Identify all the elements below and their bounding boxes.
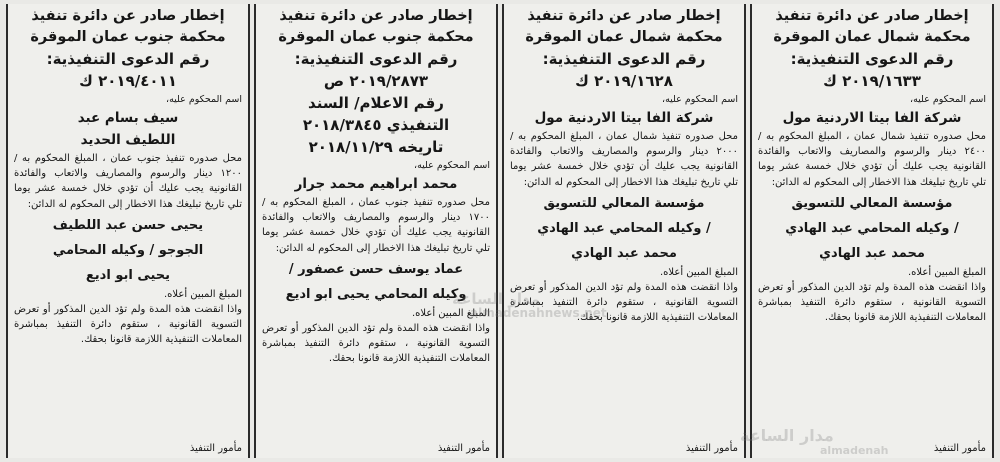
case-number: ٢٠١٩/٤٠١١ ك xyxy=(79,72,177,90)
creditor-line2: / وكيله المحامي عبد الهادي xyxy=(537,220,711,236)
notice-body: محل صدوره تنفيذ جنوب عمان ، المبلغ المحكوم به / ١٢٠٠ دينار والرسوم والمصاريف والاتعاب والفائدة القانونية يجب عليك أن تؤدي خلال خمسة عشر يوما تلي تاريخ تبليغك هذا الاخطار إلى المحكوم له الدائن: xyxy=(14,153,242,210)
creditor-line1: عماد يوسف حسن عصفور / xyxy=(288,261,464,277)
case-number: ٢٠١٩/٢٨٧٣ ص xyxy=(323,72,429,90)
enforcement-officer: مأمور التنفيذ xyxy=(685,443,738,454)
creditor-line1: مؤسسة المعالي للتسويق xyxy=(791,195,953,211)
creditor-line2: وكيله المحامي يحيى ابو اديع xyxy=(285,286,467,302)
notice-header-line2: محكمة جنوب عمان الموقرة xyxy=(278,29,474,45)
amount-note: المبلغ المبين أعلاه. xyxy=(908,266,986,278)
judgment-ref-number: التنفيذي ٢٠١٨/٣٨٤٥ xyxy=(302,116,450,134)
debtor-name-continued: اللطيف الحديد xyxy=(80,132,176,148)
debtor-label: اسم المحكوم عليه، xyxy=(662,94,738,105)
creditor-line2: / وكيله المحامي عبد الهادي xyxy=(785,220,959,236)
enforcement-officer: مأمور التنفيذ xyxy=(189,443,242,454)
notice-header-line2: محكمة شمال عمان الموقرة xyxy=(525,29,723,45)
creditor-line3: محمد عبد الهادي xyxy=(819,245,925,261)
notice-body: محل صدوره تنفيذ شمال عمان ، المبلغ المحكوم به / ٢٤٠٠ دينار والرسوم والمصاريف والاتعاب والفائدة القانونية يجب عليك أن تؤدي خلال خمسة عشر يوما تلي تاريخ تبليغك هذا الاخطار إلى المحكوم له الدائن: xyxy=(758,131,986,188)
notice-body: محل صدوره تنفيذ شمال عمان ، المبلغ المحكوم به / ٢٠٠٠ دينار والرسوم والمصاريف والاتعاب والفائدة القانونية يجب عليك أن تؤدي خلال خمسة عشر يوما تلي تاريخ تبليغك هذا الاخطار إلى المحكوم له الدائن: xyxy=(510,131,738,188)
closing-text: واذا انقضت هذه المدة ولم تؤد الدين المذكور أو تعرض التسوية القانونية ، ستقوم دائرة التنفيذ بمباشرة المعاملات التنفيذية اللازمة قانونا بحقك. xyxy=(14,303,242,346)
creditor-line1: مؤسسة المعالي للتسويق xyxy=(543,195,705,211)
case-label: رقم الدعوى التنفيذية: xyxy=(542,50,706,68)
notice-1 xyxy=(750,4,994,458)
closing-text: واذا انقضت هذه المدة ولم تؤد الدين المذكور أو تعرض التسوية القانونية ، ستقوم دائرة التنفيذ بمباشرة المعاملات التنفيذية اللازمة قانونا بحقك. xyxy=(262,322,490,365)
watermark-site-url: almadenahnews.net xyxy=(470,306,607,320)
notice-header-line2: محكمة جنوب عمان الموقرة xyxy=(30,29,226,45)
notice-4 xyxy=(6,4,250,458)
debtor-name: محمد ابراهيم محمد جرار xyxy=(294,176,458,192)
debtor-label: اسم المحكوم عليه، xyxy=(414,160,490,171)
case-label: رقم الدعوى التنفيذية: xyxy=(46,50,210,68)
judgment-ref-date: تاريخه ٢٠١٨/١١/٢٩ xyxy=(308,138,444,156)
notice-header-line1: إخطار صادر عن دائرة تنفيذ xyxy=(31,8,225,24)
case-number: ٢٠١٩/١٦٢٨ ك xyxy=(575,72,673,90)
watermark-site-name: مدار الساعة xyxy=(452,290,540,308)
case-label: رقم الدعوى التنفيذية: xyxy=(790,50,954,68)
debtor-name: سيف بسام عبد xyxy=(77,110,179,126)
debtor-name: شركة الفا بيتا الاردنية مول xyxy=(534,110,714,126)
debtor-label: اسم المحكوم عليه، xyxy=(166,94,242,105)
notice-header-line1: إخطار صادر عن دائرة تنفيذ xyxy=(279,8,473,24)
notice-header-line1: إخطار صادر عن دائرة تنفيذ xyxy=(775,8,969,24)
notice-2 xyxy=(502,4,746,458)
case-label: رقم الدعوى التنفيذية: xyxy=(294,50,458,68)
watermark-brand: مدار الساعة xyxy=(740,426,834,445)
amount-note: المبلغ المبين أعلاه. xyxy=(412,307,490,319)
creditor-line1: يحيى حسن عبد اللطيف xyxy=(52,217,204,233)
judgment-ref-label: رقم الاعلام/ السند xyxy=(308,94,444,112)
notice-body: محل صدوره تنفيذ جنوب عمان ، المبلغ المحكوم به / ١٧٠٠ دينار والرسوم والمصاريف والاتعاب والفائدة القانونية يجب عليك أن تؤدي خلال خمسة عشر يوما تلي تاريخ تبليغك هذا الاخطار إلى المحكوم له الدائن: xyxy=(262,197,490,254)
case-number: ٢٠١٩/١٦٣٣ ك xyxy=(823,72,921,90)
notice-header-line2: محكمة شمال عمان الموقرة xyxy=(773,29,971,45)
amount-note: المبلغ المبين أعلاه. xyxy=(164,288,242,300)
enforcement-officer: مأمور التنفيذ xyxy=(933,443,986,454)
creditor-line2: الجوجو / وكيله المحامي xyxy=(52,242,204,258)
creditor-line3: يحيى ابو اديع xyxy=(85,267,171,283)
enforcement-officer: مأمور التنفيذ xyxy=(437,443,490,454)
closing-text: واذا انقضت هذه المدة ولم تؤد الدين المذكور أو تعرض التسوية القانونية ، ستقوم دائرة التنفيذ بمباشرة المعاملات التنفيذية اللازمة قانونا بحقك. xyxy=(758,281,986,324)
notice-3 xyxy=(254,4,498,458)
amount-note: المبلغ المبين أعلاه. xyxy=(660,266,738,278)
creditor-line3: محمد عبد الهادي xyxy=(571,245,677,261)
debtor-name: شركة الفا بيتا الاردنية مول xyxy=(782,110,962,126)
watermark-brand-url: almadenah xyxy=(820,444,889,457)
notice-header-line1: إخطار صادر عن دائرة تنفيذ xyxy=(527,8,721,24)
debtor-label: اسم المحكوم عليه، xyxy=(910,94,986,105)
closing-text: واذا انقضت هذه المدة ولم تؤد الدين المذكور أو تعرض التسوية القانونية ، ستقوم دائرة التنفيذ بمباشرة المعاملات التنفيذية اللازمة قانونا بحقك. xyxy=(510,281,738,324)
